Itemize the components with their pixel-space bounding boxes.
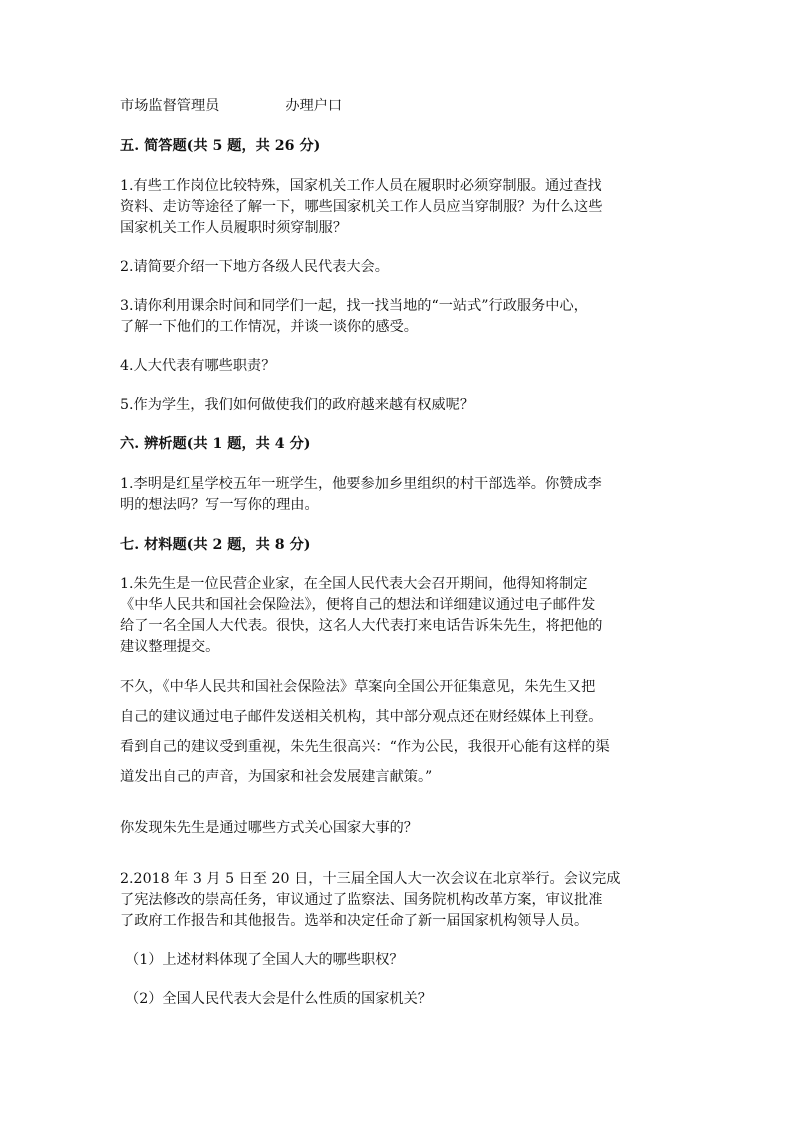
s7-q2-line-3: 了政府工作报告和其他报告。选举和决定任命了新一届国家机构领导人员。: [120, 913, 589, 929]
answer-right: 办理户口: [285, 98, 343, 114]
s7-q1-para2-line-4: 道发出自己的声音，为国家和社会发展建言献策。”: [120, 769, 433, 785]
s5-q4: 4.人大代表有哪些职责？: [120, 358, 276, 374]
s7-q1-line-2: 《中华人民共和国社会保险法》，便将自己的想法和详细建议通过电子邮件发: [120, 597, 596, 613]
s7-q1-question: 你发现朱先生是通过哪些方式关心国家大事的？: [120, 820, 418, 836]
s5-q3-line-1: 3.请你利用课余时间和同学们一起，找一找当地的“一站式”行政服务中心，: [120, 298, 588, 314]
s5-q3-line-2: 了解一下他们的工作情况，并谈一谈你的感受。: [120, 319, 418, 335]
s5-q1-line-3: 国家机关工作人员履职时须穿制服？: [120, 220, 348, 236]
s7-q2-sub-1: （1）上述材料体现了全国人大的哪些职权？: [125, 952, 404, 968]
s7-q1-line-3: 给了一名全国人大代表。很快，这名人大代表打来电话告诉朱先生，将把他的: [120, 618, 603, 634]
answer-left: 市场监督管理员: [120, 98, 220, 114]
s5-q2: 2.请简要介绍一下地方各级人民代表大会。: [120, 259, 389, 275]
s6-q1-line-2: 明的想法吗？写一写你的理由。: [120, 497, 319, 513]
s6-q1-line-1: 1.李明是红星学校五年一班学生，他要参加乡里组织的村干部选举。你赞成李: [120, 476, 602, 492]
s7-q2-line-1: 2.2018 年 3 月 5 日至 20 日，十三届全国人大一次会议在北京举行。会议完成: [120, 871, 621, 887]
s7-q2-line-2: 了宪法修改的崇高任务，审议通过了监察法、国务院机构改革方案，审议批准: [120, 892, 603, 908]
answer-row: [120, 95, 342, 117]
s5-q5: 5.作为学生，我们如何做使我们的政府越来越有权威呢？: [120, 397, 475, 413]
s7-q1-para2-line-1: 不久，《中华人民共和国社会保险法》草案向全国公开征集意见，朱先生又把: [120, 679, 596, 695]
s7-q1-para2-line-2: 自己的建议通过电子邮件发送相关机构，其中部分观点还在财经媒体上刊登。: [120, 709, 603, 725]
s7-q2-sub-2: （2）全国人民代表大会是什么性质的国家机关？: [125, 991, 432, 1007]
section-7-heading: 七. 材料题(共 2 题，共 8 分): [120, 537, 311, 553]
section-6-heading: 六. 辨析题(共 1 题，共 4 分): [120, 436, 311, 452]
s7-q1-line-1: 1.朱先生是一位民营企业家，在全国人民代表大会召开期间，他得知将制定: [120, 576, 588, 592]
section-5-heading: 五. 简答题(共 5 题，共 26 分): [120, 138, 321, 154]
s5-q1-line-1: 1.有些工作岗位比较特殊，国家机关工作人员在履职时必须穿制服。通过查找: [120, 178, 602, 194]
s5-q1-line-2: 资料、走访等途径了解一下，哪些国家机关工作人员应当穿制服？为什么这些: [120, 199, 603, 215]
s7-q1-para2-line-3: 看到自己的建议受到重视，朱先生很高兴：“作为公民，我很开心能有这样的渠: [120, 739, 610, 755]
s7-q1-line-4: 建议整理提交。: [120, 639, 220, 655]
